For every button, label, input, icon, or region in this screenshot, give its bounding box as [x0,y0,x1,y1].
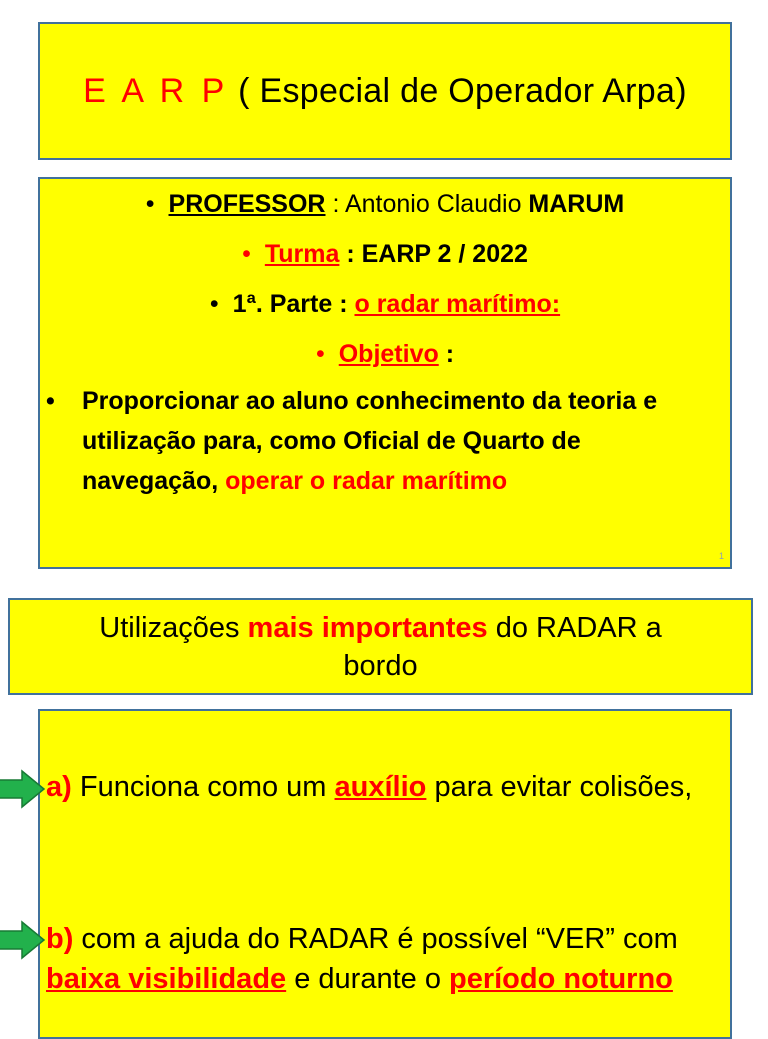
item-text: Funciona como um [71,771,335,803]
bullet-icon: • [315,340,325,368]
utilizations-highlight: mais importantes [247,611,488,644]
title-text: ( Especial de Operador Arpa) [238,71,687,110]
parte-value: o radar marítimo: [354,290,561,318]
parte-label: 1ª. Parte : [232,290,355,318]
objetivo-text: Proporcionar ao aluno conhecimento da teoria e utilização para, como Oficial de Quarto de navegação, [82,387,658,495]
utilizations-box [8,598,753,695]
list-item-a [46,767,726,807]
item-letter: a) [46,771,72,803]
objetivo-description [46,381,686,501]
info-box [38,177,732,569]
bullet-icon: • [242,240,251,268]
professor-separator: : Antonio Claudio [325,190,529,218]
objetivo-line [40,340,730,369]
turma-label: Turma [264,240,340,268]
list-box [38,709,732,1039]
objetivo-separator: : [438,340,455,368]
turma-line [40,240,730,269]
utilizations-prefix: Utilizações [99,611,248,644]
bullet-icon: • [209,290,219,318]
professor-line [40,190,730,219]
item-emphasis: período noturno [449,963,673,995]
turma-value: : EARP 2 / 2022 [339,240,528,268]
objetivo-label: Objetivo [338,340,439,368]
item-emphasis: baixa visibilidade [46,963,287,995]
list-item-b [46,919,726,999]
objetivo-highlight: operar o radar marítimo [225,467,508,495]
parte-line [40,290,730,319]
professor-label: PROFESSOR [168,190,326,218]
right-arrow-icon [0,769,46,809]
utilizations-suffix: do RADAR a bordo [343,611,662,682]
title-box [38,22,732,160]
utilizations-title [61,609,701,685]
bullet-icon: • [46,387,55,415]
title-acronym: E A R P [83,71,229,110]
page-number: 1 [718,551,724,561]
bullet-icon: • [145,190,155,218]
professor-name: MARUM [528,190,625,218]
item-emphasis: auxílio [334,771,427,803]
item-letter: b) [46,923,74,955]
item-text: com a ajuda do RADAR é possível “VER” com [73,923,678,955]
item-text: e durante o [286,963,449,995]
slide-title [83,72,687,111]
right-arrow-icon [0,920,46,960]
item-text: para evitar colisões, [426,771,693,803]
